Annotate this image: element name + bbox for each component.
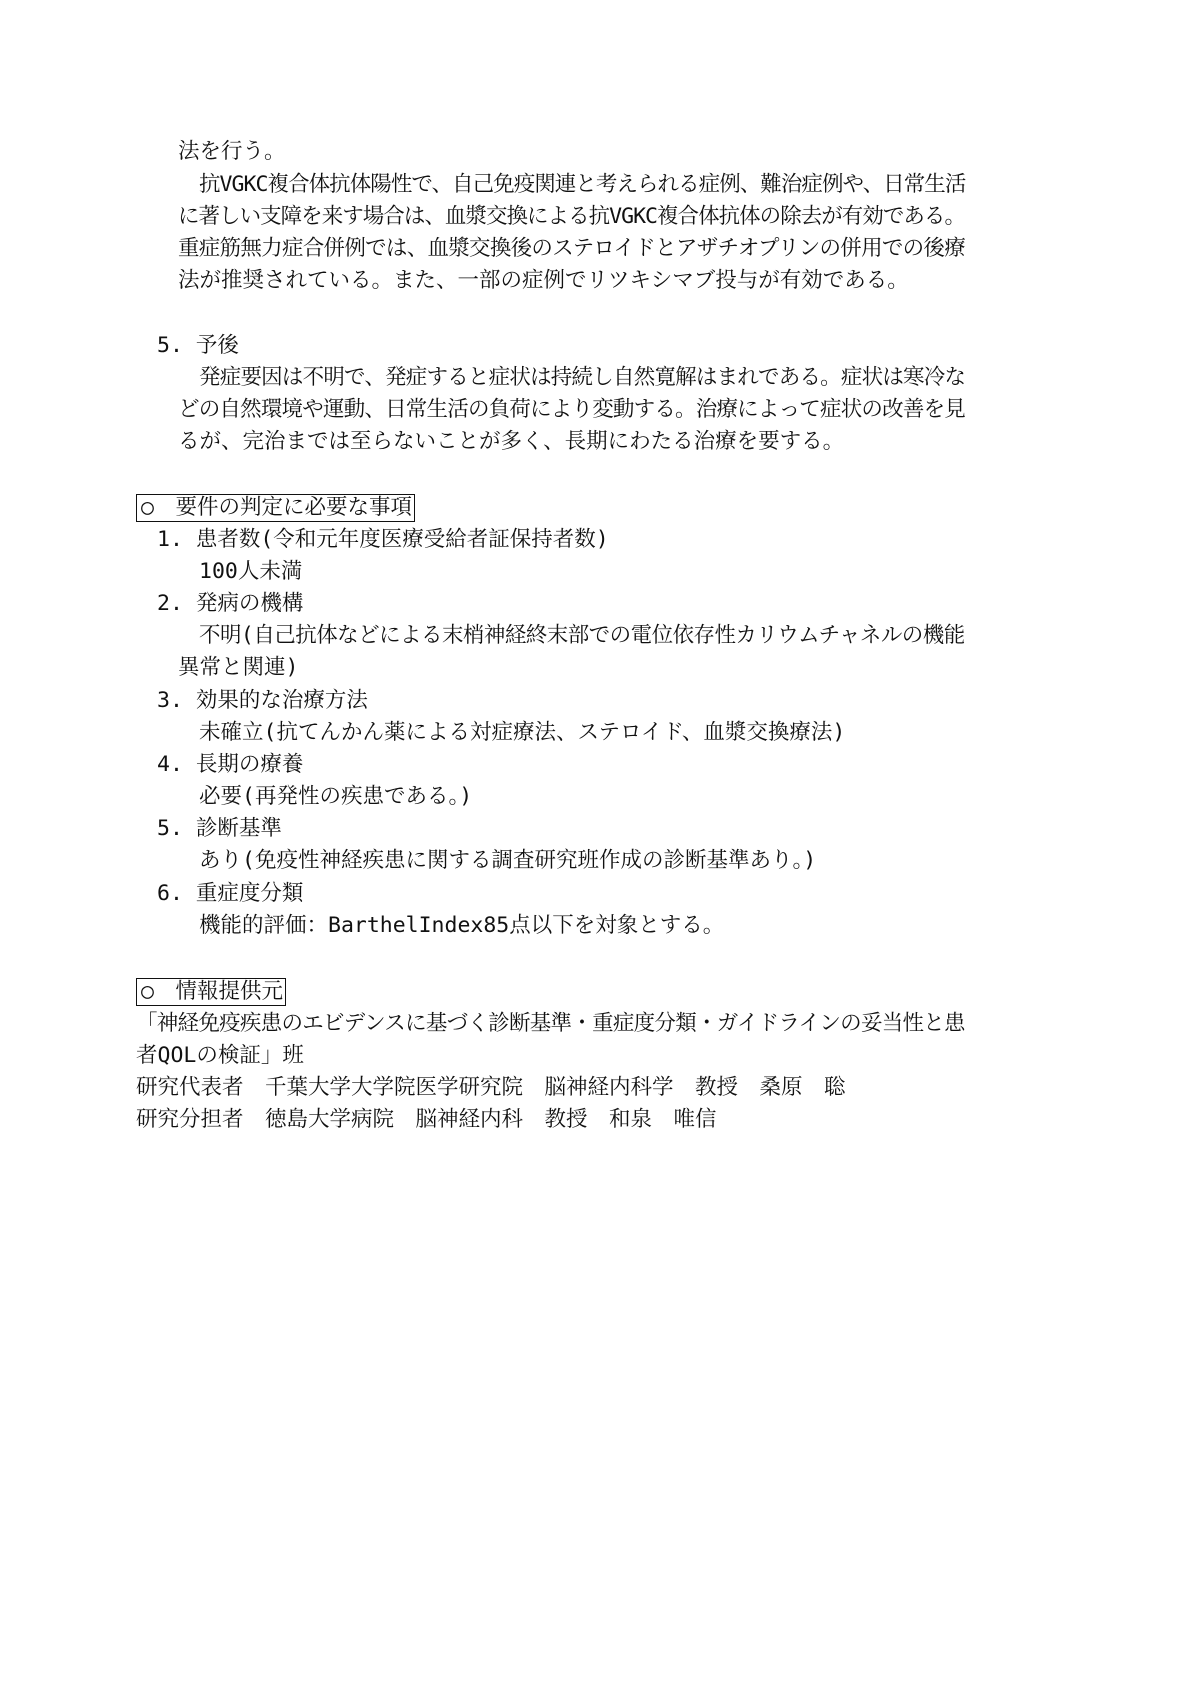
intro-line-5: 法が推奨されている。また、一部の症例でリツキシマブ投与が有効である。 [178, 268, 909, 293]
requirements-heading: ○ 要件の判定に必要な事項 [136, 494, 415, 522]
requirement-value-2-cont: 異常と関連) [178, 655, 299, 680]
prognosis-line-3: るが、完治までは至らないことが多く、長期にわたる治療を要する。 [178, 429, 845, 454]
intro-line-3: に著しい支障を来す場合は、血漿交換による抗VGKC複合体抗体の除去が有効である。 [178, 204, 965, 229]
intro-line-2: 抗VGKC複合体抗体陽性で、自己免疫関連と考えられる症例、難治症例や、日常生活 [199, 172, 966, 197]
requirement-label-2: 2. 発病の機構 [157, 591, 304, 616]
requirement-value-4: 必要(再発性の疾患である。) [199, 784, 473, 809]
prognosis-heading: 5. 予後 [157, 333, 239, 358]
prognosis-line-1: 発症要因は不明で、発症すると症状は持続し自然寛解はまれである。症状は寒冷な [199, 365, 966, 390]
requirement-label-5: 5. 診断基準 [157, 816, 282, 841]
prognosis-line-2: どの自然環境や運動、日常生活の負荷により変動する。治療によって症状の改善を見 [178, 397, 965, 422]
intro-line-1: 法を行う。 [178, 139, 286, 164]
source-line-1: 「神経免疫疾患のエビデンスに基づく診断基準・重症度分類・ガイドラインの妥当性と患 [136, 1011, 965, 1036]
requirement-label-4: 4. 長期の療養 [157, 752, 304, 777]
requirement-value-1: 100人未満 [199, 559, 303, 584]
requirement-label-6: 6. 重症度分類 [157, 881, 304, 906]
requirement-value-5: あり(免疫性神経疾患に関する調査研究班作成の診断基準あり。) [199, 848, 817, 873]
requirement-label-3: 3. 効果的な治療方法 [157, 688, 368, 713]
intro-line-4: 重症筋無力症合併例では、血漿交換後のステロイドとアザチオプリンの併用での後療 [178, 236, 966, 261]
source-line-2: 者QOLの検証」班 [136, 1043, 304, 1068]
requirement-label-1: 1. 患者数(令和元年度医療受給者証保持者数) [157, 527, 609, 552]
requirement-value-3: 未確立(抗てんかん薬による対症療法、ステロイド、血漿交換療法) [199, 720, 846, 745]
requirement-value-2: 不明(自己抗体などによる末梢神経終末部での電位依存性カリウムチャネルの機能 [199, 623, 965, 648]
requirement-value-6: 機能的評価：BarthelIndex85点以下を対象とする。 [199, 913, 725, 938]
source-representative: 研究代表者 千葉大学大学院医学研究院 脳神経内科学 教授 桑原 聡 [136, 1075, 846, 1100]
source-heading: ○ 情報提供元 [136, 978, 286, 1006]
source-co-investigator: 研究分担者 徳島大学病院 脳神経内科 教授 和泉 唯信 [136, 1107, 717, 1132]
